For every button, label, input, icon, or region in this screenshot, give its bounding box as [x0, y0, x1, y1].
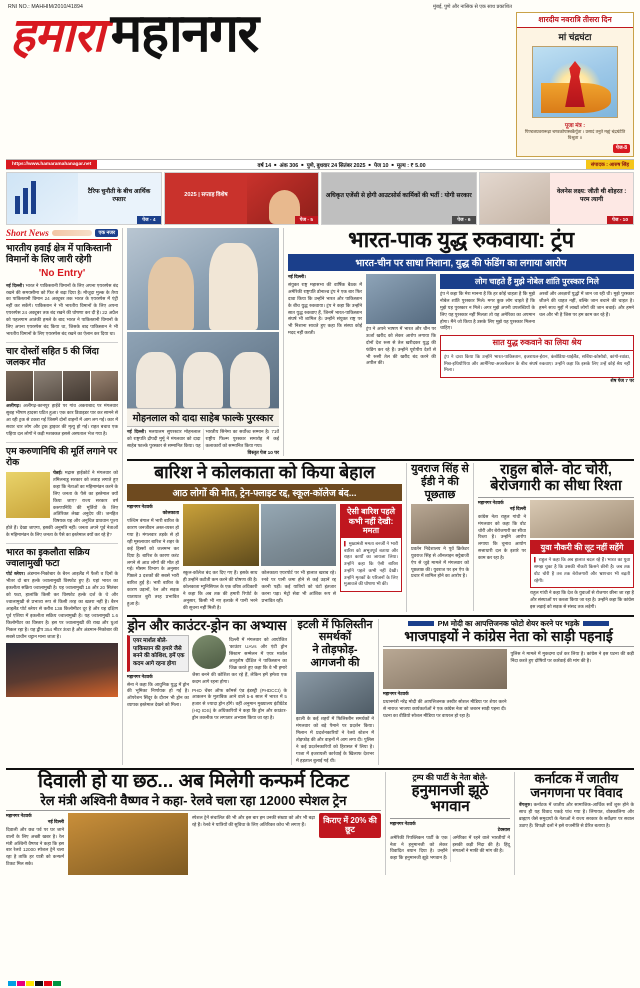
drone-headline: ड्रोन और काउंटर-ड्रोन का अभ्यास	[127, 617, 287, 633]
short-news-header	[6, 228, 118, 240]
sidebox-title: सात युद्ध रुकवाने का लिया श्रेय	[441, 336, 633, 351]
short-news-body	[6, 283, 118, 338]
short-news-item[interactable]	[6, 544, 118, 701]
lead-headline: भारत-पाक युद्ध रुकवाया: ट्रंप	[348, 227, 574, 253]
rail-col-3	[192, 813, 315, 875]
karnataka-headline-line1: कर्नाटक में जातीय	[534, 770, 619, 786]
column-divider	[514, 772, 515, 875]
dateline: नई दिल्ली।	[127, 429, 147, 435]
sidebox-title: ऐसी बारिश पहले कभी नहीं देखी: ममता	[341, 505, 401, 538]
navratri-page-badge[interactable]: पेज-8	[613, 144, 630, 154]
primary-content-column	[127, 228, 634, 764]
separator-icon: ■	[301, 162, 304, 168]
column-divider	[473, 463, 474, 611]
body-copy: दिल्ली में मंगलवार को आयोजित 'काउंटर UAVs और एंटी ड्रोन सिस्टम' सम्मेलन में एयर मार्शल आशुतोष दीक्षित ने पाकिस्तान का जिक्र करते हुए कहा कि वे भी हमारे जैसा बनने की कोशिश कर रहे हैं, लेकिन हमें हमेशा एक कदम आगे रहना होगा।	[192, 637, 287, 684]
body-copy: कर्नाटक में जातीय और सामाजिक-आर्थिक सर्वे शुरू होने के साथ ही यह विवाद पकड़े पांच गया है। लिंगायत, वोक्कालिगा और ब्राह्मण जैसे समुदायों के नेताओं ने राज्य सरकार के सर्वेक्षण पर सवाल उठाए हैं। विपक्षी दलों ने इसे राजनीति से प्रेरित बताया है।	[519, 802, 635, 828]
body-copy: भारत ने पाकिस्तानी विमानों के लिए अपना एयरस्पेस बंद रखने की समयसीमा को फिर से बढ़ा दिया है। मौजूदा मुल्क के तैय्य का पाकिस्तानी विमान 24 अक्टूबर तक भारत के एयरस्पेस में एंट्री नहीं कर सकेंगे। पाकिस्तान ने भी भारतीय विमानों के लिए अपना एयरस्पेस 24 अक्टूबर तक बंद रखने की घोषणा कर दी है। 22 अप्रैल को पहलगाम आतंकी हमले के बाद भारत ने पाकिस्तानी विमानों के लिए अपना एयरस्पेस बंद किया था, जिसके बाद पाकिस्तान ने भी भारतीय विमानों के लिए एयरस्पेस बंद रखने का ऐलान कर दिया था।	[6, 282, 119, 336]
award-body	[127, 429, 279, 450]
short-news-badge: एक नजर	[95, 229, 118, 237]
issue-year: वर्ष 14	[257, 162, 272, 169]
bullet-icon: ▌	[344, 540, 348, 546]
hanuman-story[interactable]	[390, 772, 510, 875]
seven-wars-sidebox[interactable]	[440, 335, 634, 378]
logo-word-mahanagar: महानगर	[110, 5, 258, 63]
promo-card[interactable]	[321, 172, 477, 225]
rahul-photo	[530, 500, 634, 538]
short-news-body	[6, 571, 118, 640]
body-copy: संयुक्त राष्ट्र महासभा की वार्षिक बैठक में अमेरिकी राष्ट्रपति डोनाल्ड ट्रंप ने एक बार फिर दावा किया कि उन्होंने भारत और पाकिस्तान के बीच युद्ध रुकवाया। ट्रंप ने कहा कि उन्होंने सात युद्ध रुकवाए हैं, जिनमें भारत-पाकिस्तान संघर्ष भी शामिल है। उन्होंने संयुक्त राष्ट्र पर भी निशाना साधते हुए कहा कि संस्था कोई मदद नहीं करती।	[288, 282, 362, 336]
lead-jumpline[interactable]: शेष पेज 7 पर	[610, 379, 634, 385]
promo-image-chart	[7, 173, 78, 224]
swoosh-decoration	[52, 230, 93, 236]
flooded-train-photo	[183, 504, 259, 566]
photo-thumb	[91, 371, 118, 401]
separator-icon: ■	[391, 162, 394, 168]
rahul-story[interactable]	[478, 463, 634, 611]
top-info-line	[6, 0, 634, 10]
volcano-photo	[6, 643, 118, 697]
flooded-street-photo	[261, 504, 337, 566]
issue-price: मूल्य : ₹ 5.00	[396, 162, 426, 169]
promo-text: 2025 | सप्ताह विशेष	[165, 173, 248, 224]
body-copy: सेना ने कहा कि आधुनिक युद्ध में ड्रोन की भूमिका निर्णायक हो गई है। ऑपरेशन सिंदूर के दौरान भी ड्रोन का व्यापक इस्तेमाल देखने को मिला।	[127, 681, 189, 708]
short-news-column	[6, 228, 118, 764]
navratri-goddess-name: मां चंद्रघंटा	[558, 32, 592, 42]
dateline: नई दिल्ली।	[288, 274, 306, 279]
trump-photo	[366, 274, 436, 324]
karunanidhi-portrait	[6, 472, 50, 518]
pullquote-body-left: ट्रंप ने कहा कि मेरा मानना है कि हर कोई चाहता है कि मुझे नोबेल शांति पुरस्कार मिले। मगर कुछ लोग चाहते हैं कि मुझे यह पुरस्कार न मिले। अगर मुझे अपनी उपलब्धियों के लिए यह पुरस्कार नहीं मिलता तो यह अमेरिका का अपमान होगा। मैंने जो किया है उसके लिए मुझे यह पुरस्कार मिलना चाहिए।	[440, 291, 535, 331]
lead-pullquote-title: लोग चाहते हैं मुझे नोबेल शांति पुरस्कार मिले	[440, 274, 634, 289]
rail-subhead: रेल मंत्री अश्विनी वैष्णव ने कहा- रेलवे चला रहा 12000 स्पेशल ट्रेन	[40, 792, 347, 808]
dateline: नई दिल्ली	[509, 505, 526, 511]
network-credit: महानगर नेटवर्क	[383, 690, 409, 696]
drone-story[interactable]	[127, 619, 287, 765]
second-news-row	[127, 463, 634, 612]
kolkata-story[interactable]	[127, 463, 402, 612]
yuvraj-headline: युवराज सिंह से ईडी ने की पूछताछ	[411, 462, 469, 501]
rahul-headline-line2: बेरोजगारी का सीधा रिश्ता	[490, 477, 622, 494]
lead-col-2	[366, 274, 436, 384]
section-divider	[127, 615, 634, 617]
italy-headline-line2: ने तोड़फोड़-आगजनी की	[310, 644, 360, 670]
dateline: टेक्सास	[497, 826, 510, 832]
dateline: अलीगढ़।	[6, 403, 21, 409]
italy-protest-photo	[296, 672, 374, 714]
body-copy: पश्चिम बंगाल में भारी बारिश के कारण जनजीवन अस्त-व्यस्त हो गया है। मंगलवार तड़के से हो रही मूसलाधार बारिश ने शहर के कई हिस्सों को जलमग्न कर दिया है। बारिश के कारण करंट लगने से आठ लोगों की मौत हो गई। मौसम विभाग के अनुसार पिछले 3 दशकों की सबसे भारी बारिश हुई है। भारी बारिश के कारण उड़ानों, रेल और सड़क यातायात बुरी तरह प्रभावित हुआ है।	[127, 518, 179, 606]
column-divider	[406, 463, 407, 612]
short-news-headline: भारत का इकलौता सक्रिय ज्वालामुखी फटा	[6, 547, 90, 569]
bjp-headline: भाजपाइयों ने कांग्रेस नेता को साड़ी पहनाई	[404, 627, 613, 644]
promo-page-number[interactable]: पेज - 10	[607, 216, 633, 224]
short-news-headline: चार दोस्तों सहित 5 की जिंदा जलकर मौत	[6, 345, 99, 368]
column-divider	[385, 772, 386, 875]
body-copy: पुलिस ने मामले में मुकदमा दर्ज कर लिया है। कांग्रेस ने इस घटना की कड़ी निंदा करते हुए दोषियों पर कार्रवाई की मांग की है।	[510, 650, 634, 663]
body-copy: इटली के कई शहरों में फिलिस्तीन समर्थकों ने मंगलवार को बड़े पैमाने पर प्रदर्शन किया। मिलान में प्रदर्शनकारियों ने रेलवे स्टेशन में तोड़फोड़ की और वाहनों में आग लगा दी। पुलिस ने कई प्रदर्शनकारियों को हिरासत में लिया है। गाजा में इजरायली कार्रवाई के खिलाफ देशभर में हड़ताल बुलाई गई थी।	[296, 716, 374, 763]
section-divider	[127, 459, 634, 461]
fare-discount-badge: किराए में 20% की छूट	[319, 813, 381, 838]
bjp-kicker: PM मोदी का आपत्तिजनक फोटो शेयर करने पर भड़के	[437, 618, 580, 628]
body-copy: दिवाली और छठ पर्व पर घर जाने वालों के लिए अच्छी खबर है। रेल मंत्री अश्विनी वैष्णव ने कहा कि इस बार रेलवे 12000 स्पेशल ट्रेनें चला रहा है ताकि हर यात्री को कन्फर्म टिकट मिल सके।	[6, 826, 64, 867]
body-copy: मलयालम सुपरस्टार मोहनलाल को राष्ट्रपति द्रौपदी मुर्मू ने मंगलवार को दादा साहेब फाल्के पुरस्कार से सम्मानित किया। यह भारतीय सिनेमा का सर्वोच्च सम्मान है। 71वें राष्ट्रीय फिल्म पुरस्कार समारोह में कई कलाकारों को सम्मानित किया गया।	[127, 429, 279, 449]
issue-details	[97, 160, 586, 169]
network-credit: महानगर नेटवर्क	[127, 504, 153, 510]
navratri-footer	[517, 144, 633, 157]
dateline: नई दिल्ली।	[6, 282, 25, 288]
dateline: पोर्ट ब्लेयर।	[6, 571, 26, 577]
body-copy: राहुल ने कहा कि अब हालात बदल रहे हैं। भारत का युवा समझ चुका है कि उसकी नौकरी किसने छीनी है। जब तक वोट चोरी है तब तक बेरोजगारी और भ्रष्टाचार भी बढ़ती रहेगी।	[534, 557, 630, 583]
mantra-text: पिण्डजप्रवरारूढ़ा चण्डकोपास्त्रकैर्युता । प्रसादं तनुते मह्यं चंद्रघंटेति विश्रुता ॥	[524, 129, 626, 141]
goddess-image	[532, 46, 618, 118]
sidebox-title: युवा नौकरी की लूट नहीं सहेंगे	[531, 541, 633, 555]
promo-strip	[6, 172, 634, 225]
rail-col-4	[319, 813, 381, 875]
network-credit: महानगर नेटवर्क	[127, 673, 153, 679]
promo-text: टैरिफ चुनौती के बीच आर्थिक रफ्तार	[78, 173, 161, 224]
body-copy: स्कूल-कॉलेज बंद कर दिए गए हैं। इसके साथ ही उन्होंने कटौती कम करने की घोषणा की है। कोलकाता म्युनिसिपल के एक वरिष्ठ अधिकारी ने कहा कि अब तक की हमारी रिपोर्ट के अनुसार, किसी भी नए इलाके में पानी भरने की सूचना नहीं मिली है।	[183, 570, 258, 610]
italy-headline-line1: इटली में फिलिस्तीन समर्थकों	[297, 618, 373, 644]
promo-card[interactable]	[479, 172, 635, 225]
third-news-row	[127, 619, 634, 765]
short-news-headline: भारतीय हवाई क्षेत्र में पाकिस्तानी विमानों के लिए जारी रहेगी	[6, 243, 112, 265]
issue-number: अंक 306	[279, 162, 299, 169]
bjp-protest-photo	[383, 649, 507, 689]
dateline: बेंगलुरु।	[519, 802, 532, 808]
network-credit: महानगर नेटवर्क	[6, 812, 32, 818]
separator-icon: ■	[274, 162, 277, 168]
bjp-col-1	[383, 649, 507, 720]
body-copy: स्पेशल ट्रेनें संचालित की भी और इस बार हम उनकी संख्या को और भी बढ़ा रहे हैं। रेलवे ने यात्रियों की सुविधा के लिए अतिरिक्त कोच भी लगाए हैं।	[192, 814, 315, 827]
rail-col-1	[6, 813, 64, 875]
dateline: कोलकाता	[162, 510, 179, 516]
karnataka-headline-line2: जनगणना पर विवाद	[530, 784, 623, 800]
rni-number: RNI NO.: MAHHIM/2010/41894	[8, 4, 83, 10]
award-caption: मोहनलाल को दादा साहेब फाल्के पुरस्कार	[127, 408, 279, 427]
sidebox-body	[341, 538, 401, 591]
column-divider	[122, 228, 123, 764]
body-copy: अलीगढ़-कानपुर हाईवे पर गांव अकराबाद पर मंगलवार सुबह भीषण हादसा घटित हुआ। एक कार डिवाइडर पार कर सामने से आ रही ट्रक से टकरा गई जिसमें दोनों वाहनों में आग लग गई। कार में सवार चार लोग और ट्रक ड्राइवर की मृत्यु हो गई। राहत बचाव एक पहिया दल लोगों ने कड़ी मशक्कत इससे अस्पताल भेज गया है।	[6, 403, 118, 436]
kolkata-col-2	[183, 504, 336, 611]
body-copy: अमेरिकी रिपब्लिकन पार्टी के एक नेता ने हनुमानजी को लेकर विवादित बयान दिया है। उन्होंने कहा कि हनुमानजी झूठे भगवान हैं। अमेरिका में रहने वाले भारतीयों ने इसकी कड़ी निंदा की है। हिंदू संगठनों ने माफी की मांग की है।	[390, 834, 510, 861]
editor-name: संपादक : आरुष सिंह	[586, 160, 634, 169]
short-news-item[interactable]	[6, 240, 118, 343]
hanuman-col-1	[390, 821, 510, 833]
body-copy: कोलकाता एयरपोर्ट पर भी हालात खराब रहे। रनवे पर पानी जमा होने से कई उड़ानें रद्द करनी पड़ीं। कई यात्रियों को घंटों इंतजार करना पड़ा। मेट्रो सेवा भी आंशिक रूप से प्रभावित रही।	[261, 570, 336, 603]
rahul-col-2	[530, 500, 634, 611]
drone-callout: एयर मार्शल बोले- पाकिस्तान की हमारे जैसे बनने की कोशिश, हमें एक कदम आगे रहना होगा	[127, 635, 189, 671]
body-copy: अंडमान-निकोबार के बैरन आइलैंड में फैली व दिनों के भीतर दो बार हल्के ज्वालामुखी विस्फोट हुए हैं। यहां भारत का इकलौता सक्रिय ज्वालामुखी है। यह ज्वालामुखी 18 और 20 सितंबर को फटा, हालांकि किसी कर विस्फोट हल्के दर्ज के थे और ज्वालामुखी से प्रभाव्य रूप से किसी तरह का खतरा नहीं है। बैरन आइलैंड पोर्ट ब्लेयर से करीब 138 किलोमीटर दूर है और यह दक्षिण पूर्व एशिया में इकलौता सक्रिय ज्वालामुखी है। यह ज्वालामुखी 1.6 किलोमीटर का विस्तार है। इस पर ज्वालामुखी की राख और धुआं निकल रहा है। यह द्वीप 354 मीटर ऊंचा है और अंडमान-निकोबार की सबसे प्राचीन चट्टान माना जाता है।	[6, 571, 118, 639]
award-jumpline[interactable]: विस्तृत पेज 10 पर	[247, 450, 279, 456]
victims-photo-row	[6, 371, 118, 401]
main-content	[6, 228, 634, 764]
publication-cities: मुंबई, पुणे और नासिक से एक साथ प्रकाशित	[433, 4, 512, 10]
issue-info-bar	[6, 159, 634, 170]
body-copy: मुख्यमंत्री ममता बनर्जी ने भारी बारिश को अभूतपूर्व बताया और राहत कार्यों का जायजा लिया। उन्होंने कहा कि ऐसी बारिश उन्होंने पहले कभी नहीं देखी। उन्होंने मृतकों के परिजनों के लिए मुआवजे की घोषणा भी की।	[344, 540, 398, 587]
photo-thumb	[6, 371, 33, 401]
pullquote-body-right: अरबों और अब्ज़ारों युद्धों में जान जा रही थी। मुझे पुरस्कार जीतने की चाहत नहीं, बल्कि जान बचाने की चाहत है। हमने साथ मुद्दों में लाखों लोगों की जान बचाई। और हमने चल और भी है जिस पर हम काम कर रहे हैं।	[539, 291, 634, 317]
mantra-label: पूजा मंत्र :	[564, 123, 586, 129]
issue-city-date: पुणे, बुधवार 24 सितंबर 2025	[306, 162, 366, 169]
body-copy: राहुल गांधी ने कहा कि देश के युवाओं से रोजगार छीना जा रहा है और संस्थाओं पर कब्जा किया जा रहा है। उन्होंने कहा कि कांग्रेस इस लड़ाई को सड़क से संसद तक लड़ेगी।	[530, 590, 634, 610]
kolkata-subhead: आठ लोगों की मौत, ट्रेन-फ्लाइट रद्द, स्कूल-कॉलेज बंद...	[127, 484, 402, 501]
right-stack	[411, 463, 634, 612]
bullet-icon: ▌	[534, 557, 538, 563]
section-divider	[6, 768, 634, 770]
italy-story[interactable]	[296, 619, 374, 765]
award-photo-president	[127, 228, 279, 330]
mamata-sidebox[interactable]	[340, 504, 402, 592]
promo-text: अधिकृत एजेंसी से होगी आउटसोर्स कार्मिकों की भर्ती : योगी सरकार	[322, 173, 476, 224]
dateline: चेन्नई।	[53, 470, 63, 476]
short-news-body	[6, 470, 118, 539]
promo-page-number[interactable]: पेज - 5	[295, 216, 318, 224]
column-divider	[283, 228, 284, 456]
bjp-story[interactable]	[383, 619, 634, 765]
dash-decoration	[583, 621, 609, 626]
kolkata-body-row	[127, 504, 402, 611]
lead-body-row	[288, 274, 634, 384]
rail-headline: दिवाली हो या छठ... अब मिलेगी कन्फर्म टिकट	[38, 770, 349, 792]
short-news-body	[6, 403, 118, 437]
rail-col-2	[68, 813, 188, 875]
bottom-news-row	[6, 772, 634, 875]
promo-card[interactable]	[6, 172, 162, 225]
yuvraj-photo	[411, 504, 469, 544]
body-copy: प्रवर्तन निदेशालय ने पूर्व क्रिकेटर युवराज सिंह से ऑनलाइन सट्टेबाजी ऐप से जुड़े मामले में मंगलवार को पूछताछ की। युवराज पर इन ऐप के प्रचार में शामिल होने का आरोप है।	[411, 545, 469, 579]
promo-image-couple	[480, 173, 551, 224]
award-photo-celebrities	[127, 332, 279, 408]
column-divider	[291, 619, 292, 765]
short-news-item[interactable]	[6, 343, 118, 443]
photo-thumb	[63, 371, 90, 401]
drone-col-2	[192, 635, 287, 722]
network-credit: महानगर नेटवर्क	[390, 820, 416, 826]
navratri-header: शारदीय नवरात्रि तीसरा दिन	[517, 13, 633, 28]
sidebox-body	[531, 554, 633, 587]
karnataka-story[interactable]	[519, 772, 634, 875]
photo-thumb	[34, 371, 61, 401]
body-copy: PHD चेंबर ऑफ कॉमर्स एंड इंडस्ट्री (PHDCCI) के आकलन के मुताबिक आने वाले 5-6 साल में भारत में 5 हजार से ज्यादा ड्रोन होंगे। वहीं अनुमान मुख्यालय इंटीग्रेटेड (HQ IDS) के अधिकारियों ने कहा कि ड्रोन और काउंटर-ड्रोन तकनीक पर लगातार अभ्यास किया जा रहा है।	[192, 687, 287, 721]
network-credit: महानगर नेटवर्क	[478, 499, 504, 505]
yuvraj-story[interactable]	[411, 463, 469, 611]
bjp-col-2	[511, 649, 635, 720]
award-story[interactable]	[127, 228, 279, 456]
short-news-quote: 'No Entry'	[38, 267, 86, 279]
dateline: नई दिल्ली	[47, 818, 64, 824]
body-copy: ट्रंप ने अपने भाषण में भारत और चीन पर ऊर्जा खरीद को लेकर आरोप लगाया कि दोनों देश रूस से तेल खरीदकर युद्ध की फंडिंग कर रहे हैं। उन्होंने यूरोपीय देशों से भी रूसी तेल की खरीद बंद करने की अपील की।	[366, 326, 436, 366]
top-news-row	[127, 228, 634, 456]
lead-subhead: भारत-चीन पर साधा निशाना, युद्ध की फंडिंग का लगाया आरोप	[288, 254, 634, 271]
promo-card[interactable]	[164, 172, 320, 225]
rahul-col-1	[478, 500, 526, 611]
dash-decoration	[408, 621, 434, 626]
logo-word-hamara: हमारा	[10, 10, 104, 62]
column-divider	[378, 619, 379, 765]
hanuman-kicker: ट्रम्प की पार्टी के नेता बोले-	[412, 772, 488, 782]
hanuman-headline: हनुमानजी झूठे भगवान	[411, 781, 489, 816]
kolkata-col-3	[340, 504, 402, 611]
rahul-headline-line1: राहुल बोले- वोट चोरी,	[500, 461, 612, 478]
body-copy: मद्रास हाईकोर्ट ने मंगलवार को तमिलनाडु सरकार को लताड़ लगाते हुए कहा कि नेताओं का महिमामंडन करने के लिए जनता के पैसे का इस्तेमाल क्यों किया जाए? राज्य सरकार वर्ष करुणानिधि की मूर्तियों के लिए अतिरिक्त लेखा अनुदेय की। जनहित विषयक यह और अनुचित प्रावधान पूज्य होते हैं। देखा जाएगा, इसकी अनुमति नहीं। जनता अपने पूर्व नेताओं के महिमामंडन के लिए जनता के पैसे का इस्तेमाल क्यों कर रहे है?	[6, 470, 118, 538]
issue-pages: पेज 10	[373, 162, 389, 169]
short-news-label: Short News	[6, 228, 49, 239]
rahul-sidebox[interactable]	[530, 540, 634, 589]
promo-page-number[interactable]: पेज - 6	[452, 216, 475, 224]
color-registration-bars	[8, 981, 61, 986]
karnataka-body	[519, 802, 634, 830]
lead-col-3	[440, 274, 634, 384]
sidebox-body: ट्रंप ने दावा किया कि उन्होंने भारत-पाकिस्तान, इजरायल-ईरान, कंबोडिया-थाईलैंड, सर्बिया-कोसोवो, कांगो-रवांडा, मिस्र-इथियोपिया और आर्मेनिया-अजरबैजान के बीच संघर्ष रुकवाए। उन्होंने कहा कि इसके लिए उन्हें कोई श्रेय नहीं मिला।	[444, 353, 630, 373]
navratri-box	[516, 12, 634, 157]
short-news-item[interactable]	[6, 443, 118, 544]
lead-story[interactable]	[288, 228, 634, 456]
rail-story[interactable]	[6, 772, 381, 875]
separator-icon: ■	[368, 162, 371, 168]
promo-text: वेलनेस लक्ष्य: जीती थी शोहरत : परम त्यागी	[550, 173, 633, 224]
short-news-headline: एम करुणानिधि की मूर्ति लगाने पर रोक	[6, 445, 117, 467]
website-url[interactable]: https://www.hamaramahanagar.net	[6, 160, 97, 169]
promo-page-number[interactable]: पेज - 4	[137, 216, 160, 224]
kolkata-col-1	[127, 504, 179, 611]
drone-col-1	[127, 635, 189, 722]
body-copy: कांग्रेस नेता राहुल गांधी ने मंगलवार को कहा कि वोट चोरी और बेरोजगारी का सीधा रिश्ता है। उन्होंने आरोप लगाया कि चुनाव आयोग सत्ताधारी दल के इशारे पर काम कर रहा है।	[478, 513, 526, 561]
lead-col-1	[288, 274, 362, 384]
railway-station-photo	[68, 813, 188, 875]
body-copy: प्रधानमंत्री नरेंद्र मोदी की आपत्तिजनक तस्वीर सोशल मीडिया पर शेयर करने से नाराज भाजपा कार्यकर्ताओं ने एक कांग्रेस नेता को जबरन साड़ी पहना दी। घटना का वीडियो सोशल मीडिया पर वायरल हो रहा है।	[383, 698, 507, 718]
kolkata-headline: बारिश ने कोलकाता को किया बेहाल	[154, 461, 375, 482]
